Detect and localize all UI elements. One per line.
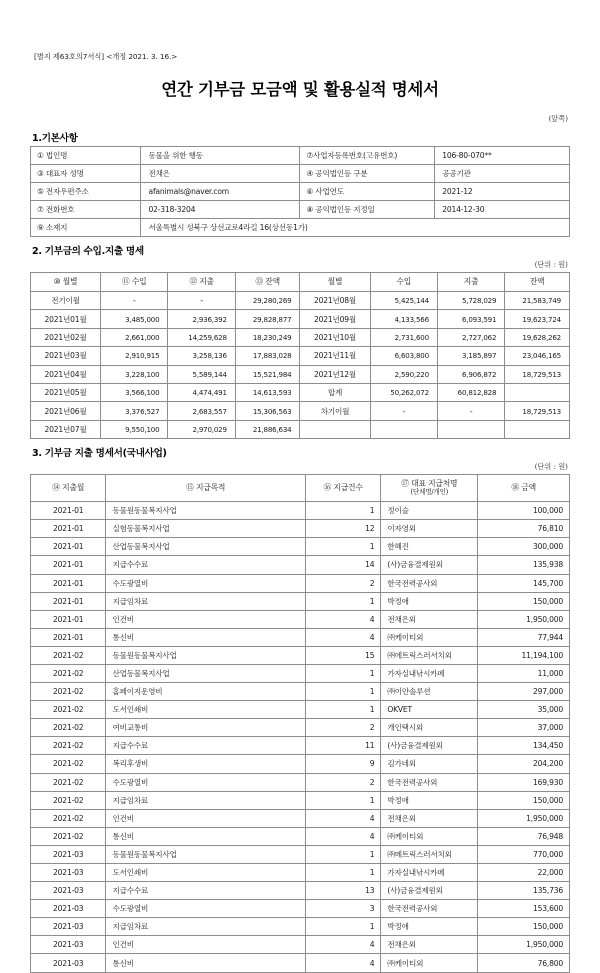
expense-month-cell: 2021-02 [31,664,106,682]
payment-amount-cell: 77,944 [478,628,570,646]
expense-month-cell: 2021-03 [31,954,106,972]
business-reg-no-value: 106-80-070** [435,147,570,165]
payment-count-cell: 1 [305,845,380,863]
payee-name-cell: 김가네외 [381,755,478,773]
expense-month-cell: 2021-03 [31,864,106,882]
table-row [31,701,570,719]
income-left-cell: 3,485,000 [101,310,168,328]
payment-purpose-cell: 통신비 [106,954,305,972]
col-payee-main: ⑰ 대표 지급처명 [401,478,458,488]
balance-right-cell: 19,628,262 [505,328,570,346]
col-expense-right: 지출 [437,273,504,292]
fiscal-year-label: ⑥ 사업연도 [300,183,435,201]
payment-amount-cell: 37,000 [478,719,570,737]
expense-month-cell: 2021-02 [31,809,106,827]
business-reg-no-label: ⑦사업자등록번호(고유번호) [300,147,435,165]
form-code-label: [별지 제63호의7서식] <개정 2021. 3. 16.> [34,52,178,61]
payment-purpose-cell: 홈페이지운영비 [106,683,305,701]
payment-count-cell: 9 [305,755,380,773]
income-left-cell: 3,566,100 [101,383,168,401]
expense-right-cell: 6,093,591 [437,310,504,328]
expense-month-cell: 2021-01 [31,628,106,646]
payment-purpose-cell: 실험동물복지사업 [106,520,305,538]
table-row [31,538,570,556]
month-left-cell: 2021년05월 [31,383,101,401]
representative-value: 전채은 [141,165,300,183]
balance-right-cell [505,383,570,401]
payment-amount-cell: 150,000 [478,592,570,610]
email-label: ⑤ 전자우편주소 [31,183,141,201]
expense-month-cell: 2021-01 [31,556,106,574]
table-row [31,610,570,628]
payment-amount-cell: 11,194,100 [478,646,570,664]
payment-count-cell: 4 [305,610,380,628]
payment-purpose-cell: 동물원동물복지사업 [106,502,305,520]
payment-purpose-cell: 지급임차료 [106,791,305,809]
month-left-cell: 2021년01월 [31,310,101,328]
balance-left-cell: 14,613,593 [235,383,300,401]
expense-left-cell: 2,683,557 [168,402,235,420]
income-right-cell: 2,590,220 [370,365,437,383]
table-row [31,592,570,610]
payment-count-cell: 1 [305,502,380,520]
table-row [31,147,570,165]
expense-month-cell: 2021-02 [31,737,106,755]
table-row [31,383,570,401]
expense-month-cell: 2021-02 [31,755,106,773]
col-balance-right: 잔액 [505,273,570,292]
payment-purpose-cell: 여비교통비 [106,719,305,737]
payment-amount-cell: 204,200 [478,755,570,773]
income-left-cell: 2,661,000 [101,328,168,346]
income-left-cell: 2,910,915 [101,347,168,365]
expense-month-cell: 2021-01 [31,502,106,520]
table-row [31,183,570,201]
col-month-left: ⑩ 월별 [31,273,101,292]
col-payee-sub: (단체명/개인) [410,488,449,497]
payment-count-cell: 13 [305,882,380,900]
payment-amount-cell: 76,948 [478,827,570,845]
table-row [31,936,570,954]
payee-name-cell: 한국전력공사외 [381,900,478,918]
balance-left-cell: 29,280,269 [235,292,300,310]
payment-purpose-cell: 통신비 [106,827,305,845]
payment-purpose-cell: 복리후생비 [106,755,305,773]
corp-type-label: ④ 공익법인등 구분 [300,165,435,183]
corp-name-label: ① 법인명 [31,147,141,165]
expense-right-cell: 3,185,897 [437,347,504,365]
payment-purpose-cell: 산업동물복지사업 [106,664,305,682]
page-title: 연간 기부금 모금액 및 활용실적 명세서 [161,80,439,99]
payment-count-cell: 4 [305,954,380,972]
payee-name-cell: 정이슬 [381,502,478,520]
income-left-cell: 3,376,527 [101,402,168,420]
payment-amount-cell: 153,600 [478,900,570,918]
expense-month-cell: 2021-02 [31,683,106,701]
expense-detail-table [30,474,570,972]
payment-amount-cell: 135,938 [478,556,570,574]
balance-right-cell: 23,046,165 [505,347,570,365]
table-row [31,420,570,438]
payment-amount-cell: 169,930 [478,773,570,791]
expense-left-cell: 14,259,628 [168,328,235,346]
table-row [31,402,570,420]
balance-right-cell: 21,583,749 [505,292,570,310]
col-income-right: 수입 [370,273,437,292]
section-2-title: 2. 기부금의 수입.지출 명세 [32,246,144,257]
expense-month-cell: 2021-03 [31,882,106,900]
income-right-cell: 2,731,600 [370,328,437,346]
col-amount: ⑱ 금액 [478,475,570,502]
balance-right-cell: 18,729,513 [505,402,570,420]
basic-info-table [30,146,570,237]
balance-left-cell: 21,886,634 [235,420,300,438]
table-row [31,737,570,755]
table-row [31,310,570,328]
expense-right-cell: 60,812,828 [437,383,504,401]
corp-type-value: 공공기관 [435,165,570,183]
table-row [31,502,570,520]
expense-right-cell: 5,728,029 [437,292,504,310]
payee-name-cell: (사)금융결제원외 [381,882,478,900]
payment-count-cell: 2 [305,773,380,791]
payment-count-cell: 14 [305,556,380,574]
payment-count-cell: 3 [305,900,380,918]
table-row [31,201,570,219]
payee-name-cell: (사)금융결제원외 [381,737,478,755]
income-right-cell: 4,133,566 [370,310,437,328]
payment-count-cell: 2 [305,719,380,737]
payee-name-cell: 이자영외 [381,520,478,538]
table-header-row [31,273,570,292]
payment-count-cell: 11 [305,737,380,755]
table-row [31,755,570,773]
payment-count-cell: 1 [305,791,380,809]
payment-count-cell: 1 [305,701,380,719]
col-payment-purpose: ⑮ 지급목적 [106,475,305,502]
payment-count-cell: 12 [305,520,380,538]
payee-name-cell: (사)금융결제원외 [381,556,478,574]
representative-label: ③ 대표자 성명 [31,165,141,183]
income-expense-body [31,292,570,439]
payment-purpose-cell: 도서인쇄비 [106,864,305,882]
basic-info-body [31,147,570,237]
table-row [31,556,570,574]
payment-purpose-cell: 지급수수료 [106,737,305,755]
expense-month-cell: 2021-01 [31,538,106,556]
income-right-cell: 6,603,800 [370,347,437,365]
payment-amount-cell: 150,000 [478,918,570,936]
expense-right-cell: 2,727,062 [437,328,504,346]
table-row [31,773,570,791]
payment-count-cell: 4 [305,936,380,954]
table-row [31,365,570,383]
payment-amount-cell: 300,000 [478,538,570,556]
expense-left-cell: 5,589,144 [168,365,235,383]
payment-purpose-cell: 수도광열비 [106,773,305,791]
income-expense-table [30,272,570,439]
month-right-cell: 합계 [300,383,370,401]
income-right-cell: - [370,402,437,420]
month-left-cell: 전기이월 [31,292,101,310]
payment-amount-cell: 22,000 [478,864,570,882]
balance-left-cell: 15,521,984 [235,365,300,383]
payment-purpose-cell: 지급임차료 [106,592,305,610]
balance-right-cell: 18,729,513 [505,365,570,383]
month-right-cell: 차기이월 [300,402,370,420]
payment-amount-cell: 11,000 [478,664,570,682]
payment-count-cell: 1 [305,918,380,936]
col-payment-count: ⑯ 지급건수 [305,475,380,502]
expense-left-cell: 4,474,491 [168,383,235,401]
payment-amount-cell: 297,000 [478,683,570,701]
balance-left-cell: 15,306,563 [235,402,300,420]
payment-count-cell: 1 [305,664,380,682]
expense-detail-head [31,475,570,502]
expense-right-cell: - [437,402,504,420]
payee-name-cell: 박정애 [381,592,478,610]
table-row [31,954,570,972]
payment-amount-cell: 1,950,000 [478,610,570,628]
payment-count-cell: 1 [305,683,380,701]
payment-amount-cell: 35,000 [478,701,570,719]
expense-month-cell: 2021-03 [31,900,106,918]
payment-count-cell: 1 [305,592,380,610]
table-row [31,628,570,646]
month-right-cell [300,420,370,438]
fiscal-year-value: 2021-12 [435,183,570,201]
table-row [31,664,570,682]
expense-month-cell: 2021-03 [31,845,106,863]
col-expense-left: ⑫ 지출 [168,273,235,292]
table-row [31,791,570,809]
payment-count-cell: 4 [305,827,380,845]
payee-name-cell: 전채은외 [381,936,478,954]
payee-name-cell: 한국전력공사외 [381,773,478,791]
table-row [31,292,570,310]
table-row [31,683,570,701]
section-3-title: 3. 기부금 지출 명세서(국내사업) [32,448,167,460]
month-left-cell: 2021년03월 [31,347,101,365]
expense-left-cell: 3,258,136 [168,347,235,365]
payment-amount-cell: 100,000 [478,502,570,520]
table-header-row [31,475,570,502]
payment-count-cell: 1 [305,538,380,556]
payee-name-cell: 전채은외 [381,610,478,628]
month-right-cell: 2021년10월 [300,328,370,346]
expense-month-cell: 2021-03 [31,936,106,954]
month-right-cell: 2021년12월 [300,365,370,383]
payee-name-cell: 개인택시외 [381,719,478,737]
balance-left-cell: 18,230,249 [235,328,300,346]
payment-amount-cell: 1,950,000 [478,936,570,954]
payment-purpose-cell: 지급수수료 [106,556,305,574]
expense-month-cell: 2021-02 [31,719,106,737]
payment-purpose-cell: 수도광열비 [106,900,305,918]
designation-date-label: ⑧ 공익법인등 지정일 [300,201,435,219]
table-row [31,827,570,845]
corp-name-value: 동물을 위한 행동 [141,147,300,165]
payee-name-cell: 전채은외 [381,809,478,827]
month-right-cell: 2021년09월 [300,310,370,328]
payee-name-cell: 박정애 [381,918,478,936]
payment-amount-cell: 770,000 [478,845,570,863]
payee-name-cell: ㈜케이티외 [381,954,478,972]
payment-purpose-cell: 인건비 [106,809,305,827]
payee-name-cell: 가자실내낚시카페 [381,664,478,682]
payment-purpose-cell: 통신비 [106,628,305,646]
table-row [31,574,570,592]
payment-count-cell: 2 [305,574,380,592]
expense-month-cell: 2021-02 [31,701,106,719]
payment-count-cell: 1 [305,864,380,882]
balance-left-cell: 17,883,028 [235,347,300,365]
expense-right-cell: 6,906,872 [437,365,504,383]
table-row [31,845,570,863]
payee-name-cell: 한혜진 [381,538,478,556]
col-expense-month: ⑭ 지출월 [31,475,106,502]
table-row [31,328,570,346]
expense-detail-body [31,502,570,972]
address-value: 서울특별시 성북구 상선교로4라길 16(상선동1가) [141,219,570,237]
payment-amount-cell: 76,810 [478,520,570,538]
expense-left-cell: - [168,292,235,310]
expense-right-cell [437,420,504,438]
payment-purpose-cell: 인건비 [106,936,305,954]
designation-date-value: 2014-12-30 [435,201,570,219]
section-1-title: 1.기본사항 [32,133,78,144]
payment-amount-cell: 145,700 [478,574,570,592]
payment-purpose-cell: 도서인쇄비 [106,701,305,719]
balance-left-cell: 29,828,877 [235,310,300,328]
income-left-cell: - [101,292,168,310]
expense-month-cell: 2021-02 [31,827,106,845]
payment-count-cell: 4 [305,809,380,827]
phone-value: 02-318-3204 [141,201,300,219]
payment-purpose-cell: 산업동물복지사업 [106,538,305,556]
payment-count-cell: 4 [305,628,380,646]
payee-name-cell: OKVET [381,701,478,719]
payment-amount-cell: 135,736 [478,882,570,900]
expense-month-cell: 2021-01 [31,610,106,628]
payment-amount-cell: 134,450 [478,737,570,755]
section-2-unit-note: (단위 : 원) [534,260,568,269]
expense-month-cell: 2021-02 [31,773,106,791]
table-row [31,347,570,365]
expense-left-cell: 2,936,392 [168,310,235,328]
section-3-unit-note: (단위 : 원) [534,462,568,472]
income-expense-head [31,273,570,292]
payment-amount-cell: 76,800 [478,954,570,972]
table-row [31,646,570,664]
income-right-cell: 5,425,144 [370,292,437,310]
payee-name-cell: ㈜케이티외 [381,628,478,646]
payee-name-cell: 박정애 [381,791,478,809]
month-left-cell: 2021년06월 [31,402,101,420]
expense-month-cell: 2021-01 [31,592,106,610]
col-payee [381,475,478,502]
expense-left-cell: 2,970,029 [168,420,235,438]
expense-month-cell: 2021-03 [31,918,106,936]
page-side-label: (앞쪽) [548,114,568,123]
payee-name-cell: ㈜이안솔루션 [381,683,478,701]
expense-month-cell: 2021-02 [31,791,106,809]
payment-purpose-cell: 인건비 [106,610,305,628]
payment-purpose-cell: 지급수수료 [106,882,305,900]
payee-name-cell: 한국전력공사외 [381,574,478,592]
phone-label: ⑦ 전화번호 [31,201,141,219]
table-row [31,900,570,918]
month-right-cell: 2021년11월 [300,347,370,365]
address-label: ⑨ 소재지 [31,219,141,237]
payment-purpose-cell: 동물원동물복지사업 [106,646,305,664]
table-row [31,882,570,900]
table-row [31,219,570,237]
table-row [31,165,570,183]
income-right-cell: 50,262,072 [370,383,437,401]
month-left-cell: 2021년02월 [31,328,101,346]
payee-name-cell: ㈜에트릭스러서치외 [381,646,478,664]
payment-count-cell: 15 [305,646,380,664]
table-row [31,520,570,538]
table-row [31,864,570,882]
month-right-cell: 2021년08월 [300,292,370,310]
expense-month-cell: 2021-01 [31,574,106,592]
payment-amount-cell: 150,000 [478,791,570,809]
payee-name-cell: ㈜케이티외 [381,827,478,845]
payment-purpose-cell: 동물원동물복지사업 [106,845,305,863]
payee-name-cell: 가자실내낚시카페 [381,864,478,882]
income-left-cell: 3,228,100 [101,365,168,383]
col-balance-left: ⑬ 잔액 [235,273,300,292]
expense-month-cell: 2021-01 [31,520,106,538]
payee-name-cell: ㈜메트릭스러서치외 [381,845,478,863]
payment-amount-cell: 1,950,000 [478,809,570,827]
table-row [31,918,570,936]
col-income-left: ⑪ 수입 [101,273,168,292]
month-left-cell: 2021년07월 [31,420,101,438]
income-left-cell: 9,550,100 [101,420,168,438]
income-right-cell [370,420,437,438]
table-row [31,809,570,827]
balance-right-cell [505,420,570,438]
balance-right-cell: 19,623,724 [505,310,570,328]
col-month-right: 월별 [300,273,370,292]
month-left-cell: 2021년04월 [31,365,101,383]
payment-purpose-cell: 수도광열비 [106,574,305,592]
table-row [31,719,570,737]
email-value: afanimals@naver.com [141,183,300,201]
expense-month-cell: 2021-02 [31,646,106,664]
payment-purpose-cell: 지급임차료 [106,918,305,936]
